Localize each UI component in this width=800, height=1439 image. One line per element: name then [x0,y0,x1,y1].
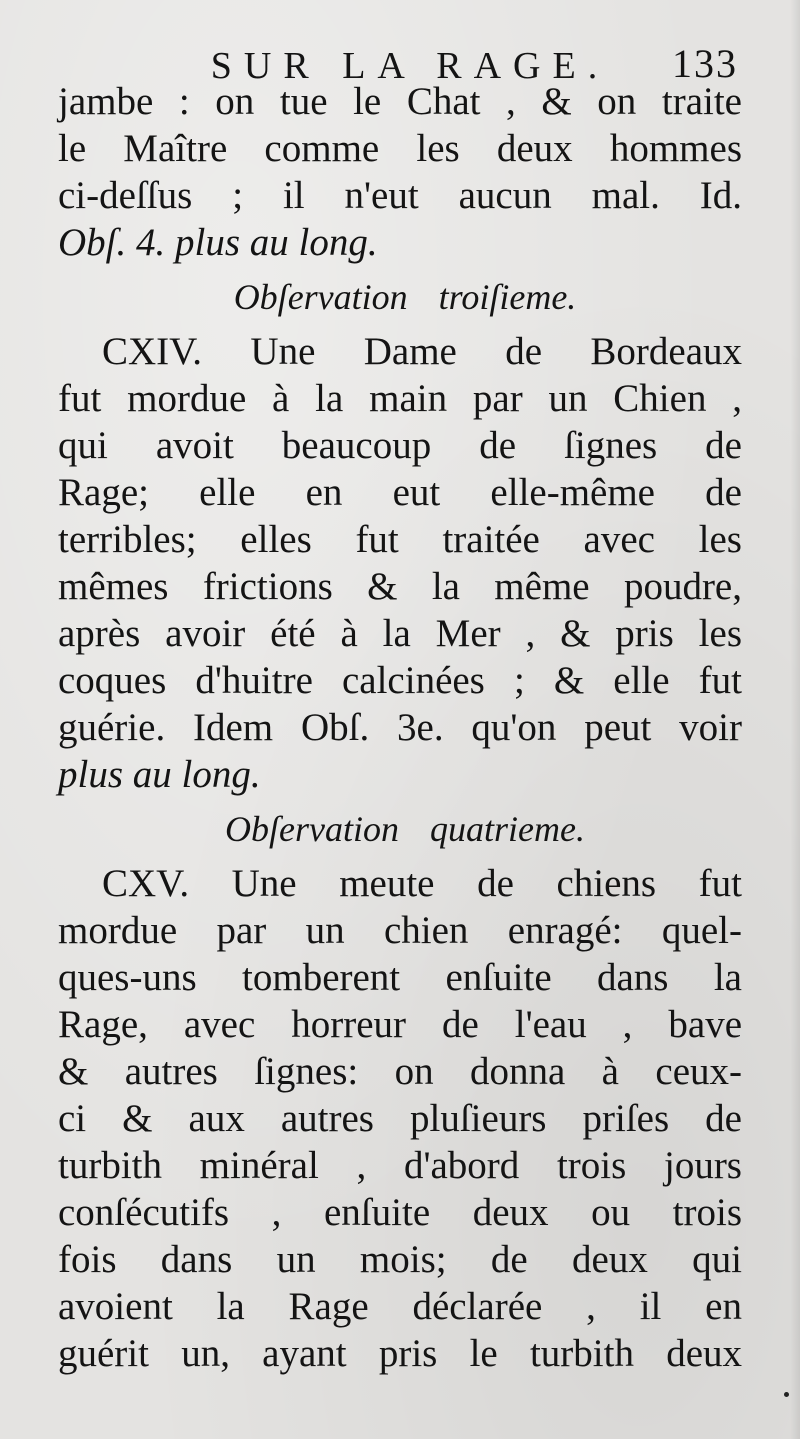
text-line: ci-deſſus ; il n'eut aucun mal. Id. [58,174,742,217]
section-heading: Obſervation quatrieme. [225,809,585,849]
text-line: jambe : on tue le Chat , & on traite [58,80,742,123]
text-line: Obſ. 4. plus au long. [58,221,378,264]
text-line: plus au long. [58,753,261,796]
text-line: mêmes frictions & la même poudre, [58,565,742,608]
text-line: & autres ſignes: on donna à ceux- [58,1050,742,1093]
text-line: guérie. Idem Obſ. 3e. qu'on peut voir [58,706,742,749]
text-line: qui avoit beaucoup de ſignes de [58,424,742,467]
text-line: avoient la Rage déclarée , il en [58,1285,742,1328]
text-line: Rage; elle en eut elle-même de [58,471,742,514]
text-line: fut mordue à la main par un Chien , [58,377,742,420]
text-line: mordue par un chien enragé: quel- [58,909,742,952]
text-line: coques d'huitre calcinées ; & elle fut [58,659,742,702]
text-line: après avoir été à la Mer , & pris les [58,612,742,655]
text-line: turbith minéral , d'abord trois jours [58,1144,742,1187]
running-head: SUR LA RAGE. [210,45,610,87]
text-line: le Maître comme les deux hommes [58,127,742,170]
text-line: terribles; elles fut traitée avec les [58,518,742,561]
ink-speck [784,1392,789,1397]
section-heading: Obſervation troiſieme. [233,277,577,317]
text-line: fois dans un mois; de deux qui [58,1238,742,1281]
text-line: guérit un, ayant pris le turbith deux [58,1332,742,1375]
text-line: ques-uns tomberent enſuite dans la [58,956,742,999]
text-line: ci & aux autres pluſieurs priſes de [58,1097,742,1140]
body-text [58,78,742,1377]
text-line: CXV. Une meute de chiens fut [102,862,742,905]
text-line: Rage, avec horreur de l'eau , bave [58,1003,742,1046]
text-line: conſécutifs , enſuite deux ou trois [58,1191,742,1234]
text-line: CXIV. Une Dame de Bordeaux [102,330,742,373]
page-number: 133 [672,41,738,86]
page-edge-shadow [790,0,800,1439]
